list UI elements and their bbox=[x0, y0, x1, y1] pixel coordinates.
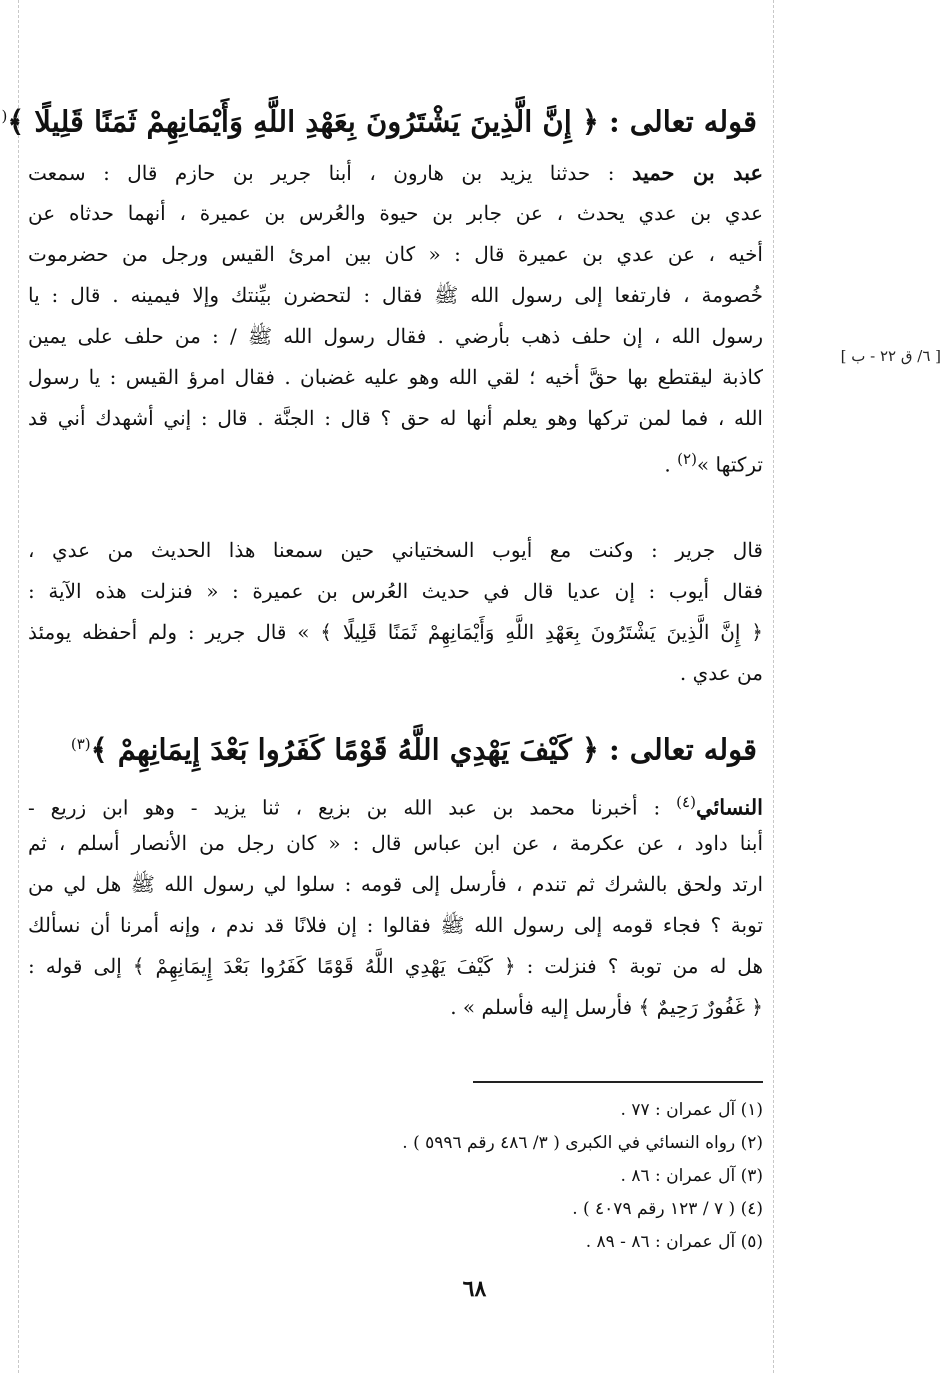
text-line: أخيه ، عن عدي بن عميرة قال : « كان بين امرئ القيس ورجل من حضرموت bbox=[28, 242, 763, 266]
narrator-name: عبد بن حميد bbox=[631, 160, 763, 185]
margin-guide-right bbox=[773, 0, 774, 1373]
hadith-paragraph-2 bbox=[28, 530, 763, 694]
hadith-paragraph-1 bbox=[28, 152, 763, 480]
narrator-name: النسائي bbox=[695, 794, 763, 820]
footnote: (٢) رواه النسائي في الكبرى ( ٣/ ٤٨٦ رقم ٥٩٩٦ ) . bbox=[402, 1133, 763, 1153]
footnote: (٣) آل عمران : ٨٦ . bbox=[620, 1166, 763, 1186]
text-line: تركتها »$^{(٢)}$ . bbox=[664, 450, 763, 477]
verse-heading-2 bbox=[57, 722, 757, 772]
hadith-paragraph-3 bbox=[28, 782, 763, 1028]
footnote: (٤) ( ٧ / ١٢٣ رقم ٤٠٧٩ ) . bbox=[572, 1199, 763, 1219]
manuscript-folio-note: [ ٦/ ق ٢٢ - ب ] bbox=[840, 347, 941, 365]
footnote-ref-4: (٤) bbox=[676, 793, 696, 811]
verse-heading-2-text: قوله تعالى : ﴿ كَيْفَ يَهْدِي اللَّهُ قَوْمًا كَفَرُوا بَعْدَ إِيمَانِهِمْ ﴾ bbox=[90, 732, 757, 767]
text-line: عدي بن عدي يحدث ، عن جابر بن حيوة والعُرس بن عميرة ، أنهما حدثاه عن bbox=[28, 201, 763, 225]
text-line: خُصومة ، فارتفعا إلى رسول الله ﷺ فقال : لتحضرن بيِّنتك وإلا فيمينه . قال : يا bbox=[28, 283, 763, 307]
text-line: ارتد ولحق بالشرك ثم تندم ، فأرسل إلى قومه : سلوا لي رسول الله ﷺ هل لي من bbox=[28, 872, 763, 896]
text-line: رسول الله ، إن حلف ذهب بأرضي . فقال رسول الله ﷺ / : من حلف على يمين bbox=[28, 324, 763, 348]
footnote-separator bbox=[473, 1081, 763, 1083]
text-line: فقال أيوب : إن عديا قال في حديث العُرس بن عميرة : « فنزلت هذه الآية : bbox=[28, 579, 763, 603]
text-line: هل له من توبة ؟ فنزلت : ﴿ كَيْفَ يَهْدِي اللَّهُ قَوْمًا كَفَرُوا بَعْدَ إِيمَانِهِمْ ﴾ إلى قوله : bbox=[28, 954, 763, 978]
text-line: توبة ؟ فجاء قومه إلى رسول الله ﷺ فقالوا : إن فلانًا قد ندم ، وإنه أمرنا أن نسألك bbox=[28, 913, 763, 937]
text-line: ﴿ غَفُورٌ رَحِيمٌ ﴾ فأرسل إليه فأسلم » . bbox=[450, 995, 763, 1019]
footnote: (١) آل عمران : ٧٧ . bbox=[620, 1100, 763, 1120]
text-line: من عدي . bbox=[679, 661, 763, 685]
text-line: النسائي$^{(٤)}$ : أخبرنا محمد بن عبد الله بن بزيع ، ثنا يزيد - وهو ابن زريع - bbox=[28, 793, 763, 820]
verse-heading-1-text: قوله تعالى : ﴿ إِنَّ الَّذِينَ يَشْتَرُونَ بِعَهْدِ اللَّهِ وَأَيْمَانِهِمْ ثَمَنًا قَلِيلًا ﴾ bbox=[7, 104, 757, 139]
text-line: ﴿ إِنَّ الَّذِينَ يَشْتَرُونَ بِعَهْدِ اللَّهِ وَأَيْمَانِهِمْ ثَمَنًا قَلِيلًا ﴾ » قال جرير : ولم أحفظه يومئذ bbox=[28, 620, 763, 644]
text-line: كاذبة ليقتطع بها حقَّ أخيه ؛ لقي الله وهو عليه غضبان . فقال امرؤ القيس : يا رسول bbox=[28, 365, 763, 389]
text-line: قال جرير : وكنت مع أيوب السختياني حين سمعنا هذا الحديث من عدي ، bbox=[28, 538, 763, 562]
footnote-ref-1: ( bbox=[1, 107, 8, 125]
footnote-ref-2: (٢) bbox=[677, 450, 697, 468]
footnote: (٥) آل عمران : ٨٦ - ٨٩ . bbox=[585, 1232, 763, 1252]
page-number: ٦٨ bbox=[462, 1276, 487, 1302]
text-line: الله ، فما لمن تركها وهو يعلم أنها له حق ؟ قال : الجنَّة . قال : إني أشهدك أني قد bbox=[28, 406, 763, 430]
margin-guide-left bbox=[18, 0, 19, 1373]
footnote-ref-3: (٣) bbox=[70, 735, 91, 753]
text-line: عبد بن حميد : حدثنا يزيد بن هارون ، أبنا جرير بن حازم قال : سمعت bbox=[28, 160, 763, 185]
verse-heading-1 bbox=[1, 94, 757, 144]
text-line: أبنا داود ، عن عكرمة ، عن ابن عباس قال : « كان رجل من الأنصار أسلم ، ثم bbox=[28, 831, 763, 855]
footnotes bbox=[163, 1094, 763, 1259]
